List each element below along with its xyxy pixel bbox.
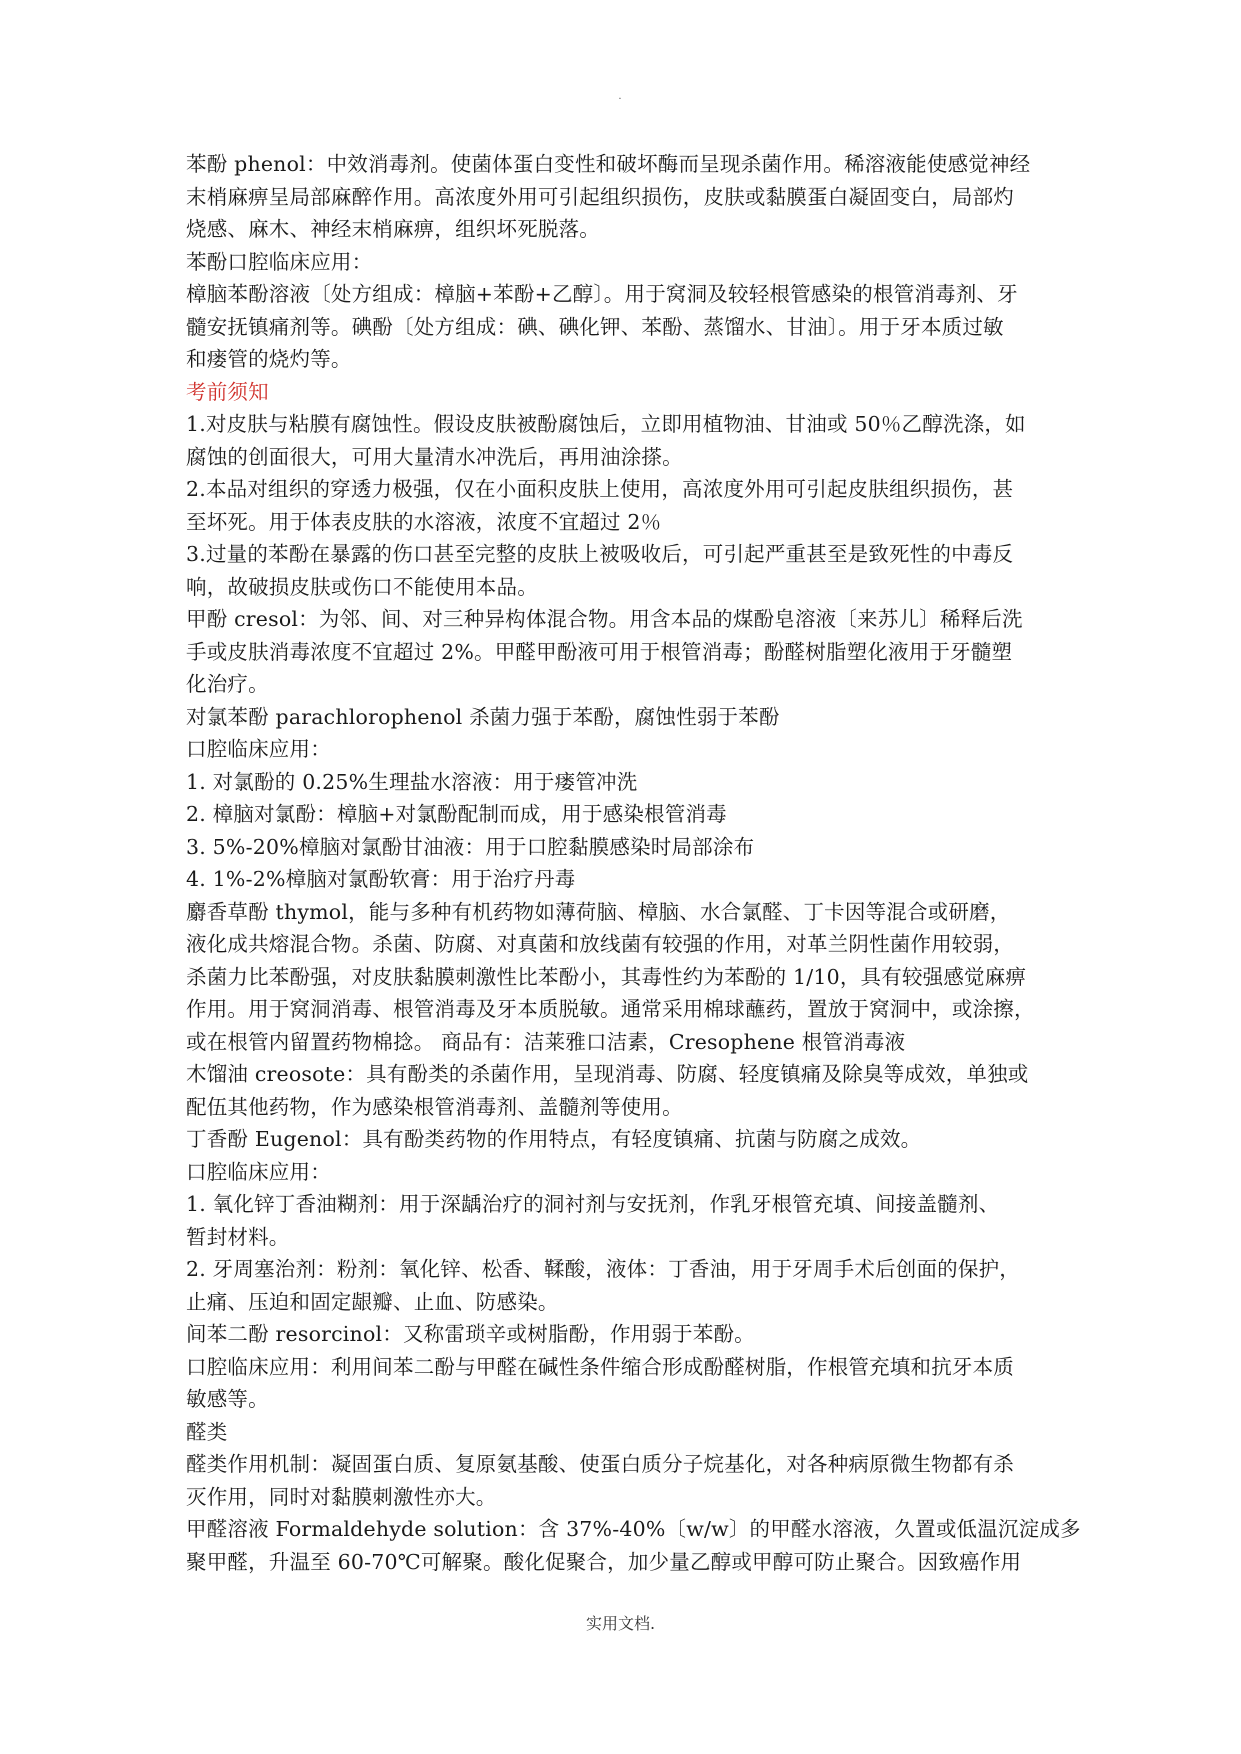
text-line: 腐蚀的创面很大，可用大量清水冲洗后，再用油涂搽。 (186, 444, 683, 469)
section-heading: 醛类 (186, 1419, 228, 1444)
text-line: 醛类作用机制：凝固蛋白质、复原氨基酸、使蛋白质分子烷基化，对各种病原微生物都有杀 (186, 1452, 1014, 1476)
text-line: 间苯二酚 resorcinol：又称雷琐辛或树脂酚，作用弱于苯酚。 (186, 1322, 755, 1346)
text-line: 丁香酚 Eugenol：具有酚类药物的作用特点，有轻度镇痛、抗菌与防腐之成效。 (186, 1127, 922, 1151)
text-line: 苯酚口腔临床应用： (186, 249, 373, 274)
text-line: 对氯苯酚 parachlorophenol 杀菌力强于苯酚，腐蚀性弱于苯酚 (186, 704, 780, 729)
text-line: 手或皮肤消毒浓度不宜超过 2%。甲醛甲酚液可用于根管消毒；酚醛树脂塑化液用于牙髓塑 (186, 639, 1013, 664)
text-line: 3.过量的苯酚在暴露的伤口甚至完整的皮肤上被吸收后，可引起严重甚至是致死性的中毒反 (186, 542, 1014, 566)
text-line: 作用。用于窝洞消毒、根管消毒及牙本质脱敏。通常采用棉球蘸药，置放于窝洞中，或涂擦， (186, 997, 1035, 1021)
text-line: 甲醛溶液 Formaldehyde solution：含 37%-40%〔w/w〕的甲醛水溶液，久置或低温沉淀成多 (186, 1517, 1081, 1541)
text-line: 烧感、麻木、神经末梢麻痹，组织坏死脱落。 (186, 217, 600, 241)
text-line: 樟脑苯酚溶液〔处方组成：樟脑+苯酚+乙醇〕。用于窝洞及较轻根管感染的根管消毒剂、牙 (186, 282, 1018, 306)
text-line: 配伍其他药物，作为感染根管消毒剂、盖髓剂等使用。 (186, 1094, 683, 1119)
text-line: 木馏油 creosote：具有酚类的杀菌作用，呈现消毒、防腐、轻度镇痛及除臭等成效，单独或 (186, 1062, 1029, 1086)
text-line: 灭作用，同时对黏膜刺激性亦大。 (186, 1484, 497, 1509)
list-item: 4. 1%-2%樟脑对氯酚软膏：用于治疗丹毒 (186, 867, 576, 891)
text-line: 至坏死。用于体表皮肤的水溶液，浓度不宜超过 2％ (186, 509, 662, 534)
text-line: 麝香草酚 thymol，能与多种有机药物如薄荷脑、樟脑、水合氯醛、丁卡因等混合或研磨， (186, 899, 1011, 924)
text-line: 口腔临床应用： (186, 1159, 331, 1184)
text-line: 口腔临床应用： (186, 737, 331, 761)
list-item: 1. 对氯酚的 0.25%生理盐水溶液：用于瘘管冲洗 (186, 769, 638, 794)
text-line: 止痛、压迫和固定龈瓣、止血、防感染。 (186, 1289, 559, 1314)
text-line: 暂封材料。 (186, 1224, 290, 1249)
text-line: 髓安抚镇痛剂等。碘酚〔处方组成：碘、碘化钾、苯酚、蒸馏水、甘油〕。用于牙本质过敏 (186, 314, 1004, 339)
text-line: 或在根管内留置药物棉捻。 商品有：洁莱雅口洁素，Cresophene 根管消毒液 (186, 1029, 906, 1054)
text-line: 1.对皮肤与粘膜有腐蚀性。假设皮肤被酚腐蚀后，立即用植物油、甘油或 50％乙醇洗涤，如 (186, 412, 1026, 436)
text-line: 响，故破损皮肤或伤口不能使用本品。 (186, 574, 538, 599)
text-line: 敏感等。 (186, 1387, 269, 1411)
text-line: 甲酚 cresol：为邻、间、对三种异构体混合物。用含本品的煤酚皂溶液〔来苏儿〕稀释后洗 (186, 607, 1023, 631)
page-footer: 实用文档. (585, 1614, 656, 1633)
text-line: 2. 牙周塞治剂：粉剂：氧化锌、松香、鞣酸，液体：丁香油，用于牙周手术后创面的保护， (186, 1257, 1020, 1281)
text-line: 杀菌力比苯酚强，对皮肤黏膜刺激性比苯酚小，其毒性约为苯酚的 1/10，具有较强感觉麻痹 (186, 964, 1027, 989)
section-heading: 考前须知 (186, 379, 269, 404)
text-line: 液化成共熔混合物。杀菌、防腐、对真菌和放线菌有较强的作用，对革兰阴性菌作用较弱， (186, 932, 1014, 956)
text-line: 1. 氧化锌丁香油糊剂：用于深龋治疗的洞衬剂与安抚剂，作乳牙根管充填、间接盖髓剂、 (186, 1192, 1000, 1216)
text-line: 和瘘管的烧灼等。 (186, 347, 352, 371)
text-line: 化治疗。 (186, 672, 269, 696)
text-line: 口腔临床应用：利用间苯二酚与甲醛在碱性条件缩合形成酚醛树脂，作根管充填和抗牙本质 (186, 1354, 1014, 1379)
list-item: 2. 樟脑对氯酚：樟脑+对氯酚配制而成，用于感染根管消毒 (186, 802, 727, 826)
text-line: 苯酚 phenol：中效消毒剂。使菌体蛋白变性和破坏酶而呈现杀菌作用。稀溶液能使感觉神经 (186, 152, 1031, 176)
body-text (186, 148, 1081, 1578)
list-item: 3. 5%-20%樟脑对氯酚甘油液：用于口腔黏膜感染时局部涂布 (186, 834, 755, 859)
text-line: 末梢麻痹呈局部麻醉作用。高浓度外用可引起组织损伤，皮肤或黏膜蛋白凝固变白，局部灼 (186, 184, 1014, 209)
text-line: 聚甲醛，升温至 60-70℃可解聚。酸化促聚合，加少量乙醇或甲醇可防止聚合。因致癌作用 (186, 1549, 1022, 1574)
header-mark: . (618, 91, 622, 102)
text-line: 2.本品对组织的穿透力极强，仅在小面积皮肤上使用，高浓度外用可引起皮肤组织损伤，甚 (186, 477, 1014, 501)
